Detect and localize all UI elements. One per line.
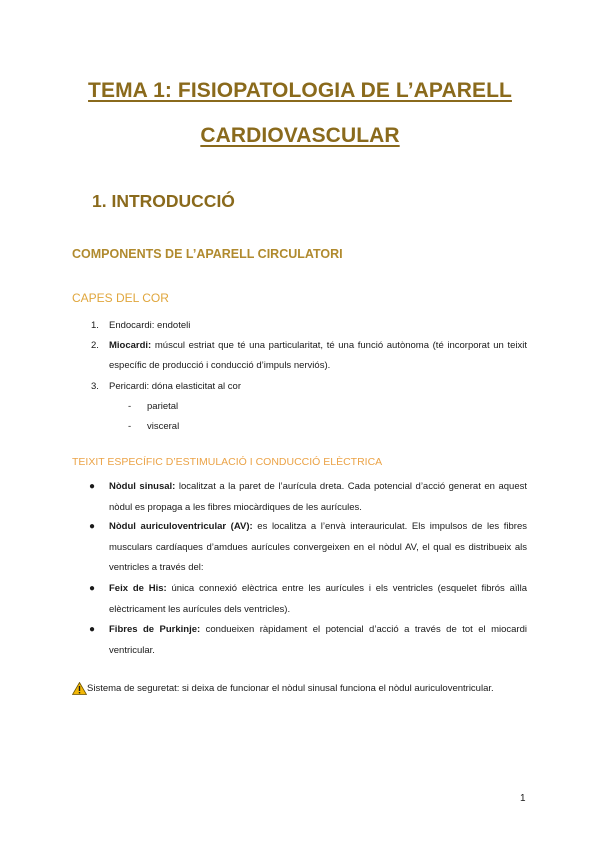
bullet-text: Nòdul auriculoventricular (AV): es localitza a l’envà interauriculat. Els impulsos de les fibres musculars cardíaques d’amdues aurícules convergeixen en el nòdul AV, el qual es distribueix als ventricles a través del: [109,521,527,573]
bullet-icon: ● [89,521,96,532]
document-title-line-2: CARDIOVASCULAR [200,124,400,147]
bullet-icon: ● [89,624,96,635]
bullet-text: Fibres de Purkinje: condueixen ràpidament el potencial d’acció a través de tot el miocardi ventricular. [109,624,527,656]
section-heading: 1. INTRODUCCIÓ [92,191,235,211]
capes-heading: CAPES DEL COR [72,291,169,305]
list-item-text: Miocardi: múscul estriat que té una particularitat, té una funció autònoma (té incorporat un teixit específic de producció i conducció d’impuls nerviós). [109,340,527,371]
list-number: 3. [91,381,99,392]
bullet-text: Nòdul sinusal: localitzat a la paret de l’aurícula dreta. Cada potencial d’acció generat en aquest nòdul es propaga a les fibres miocàrdiques de les aurícules. [109,481,527,513]
list-item-text: Pericardi: dóna elasticitat al cor [109,381,242,392]
list-number: 1. [91,320,99,331]
teixit-heading: TEIXIT ESPECÍFIC D’ESTIMULACIÓ I CONDUCCIÓ ELÈCTRICA [72,456,383,468]
page-number: 1 [520,793,526,804]
warning-icon [72,682,87,695]
bullet-text: Feix de His: única connexió elèctrica entre les aurícules i els ventricles (esquelet fibrós aïlla elèctricament les aurícules dels ventricles). [109,583,527,615]
subsection-heading: COMPONENTS DE L’APARELL CIRCULATORI [72,247,343,261]
bullet-icon: ● [89,583,96,594]
warning-text: Sistema de seguretat: si deixa de funcionar el nòdul sinusal funciona el nòdul auriculoventricular. [87,683,494,694]
bullet-icon: ● [89,481,96,492]
document-page: TEMA 1: FISIOPATOLOGIA DE L’APARELL CARDIOVASCULAR 1. INTRODUCCIÓ COMPONENTS DE L’APARELL CIRCULATORI CAPES DEL COR 1. Endocardi: endoteli 2. Miocardi: múscul estriat que té una particularitat, té una funció autònoma (té incorporat un teixit específic de producció i conducció d’impuls nerviós). 3. Pericardi: dóna elasticitat al cor - parietal - visceral TEIXIT ESPECÍFIC D’ESTIMULACIÓ I CONDUCCIÓ ELÈCTRICA ● Nòdul sinusal: localitzat a la paret de l’aurícula dreta. Cada potencial d’acció generat en aquest nòdul es propaga a les fibres miocàrdiques de les aurícules. ● Nòdul auriculoventricular (AV): es localitza a l’envà interauriculat. Els impulsos de les fibres musculars cardíaques d’amdues aurícules convergeixen en el nòdul AV, el qual es distribueix als ventricles a través del: ● Feix de His: única connexió elèctrica entre les aurícules i els ventricles (esquelet fibrós aïlla elèctricament les aurícules dels ventricles). ● Fibres de Purkinje: condueixen ràpidament el potencial d’acció a través de tot el miocardi ventricular. Sistema de seguretat: si deixa de funcionar el nòdul sinusal funciona el nòdul auriculoventricular. 1 [0,0,600,848]
list-item-text: Endocardi: endoteli [109,320,191,331]
list-number: 2. [91,340,99,351]
document-title-line-1: TEMA 1: FISIOPATOLOGIA DE L’APARELL [88,79,512,102]
